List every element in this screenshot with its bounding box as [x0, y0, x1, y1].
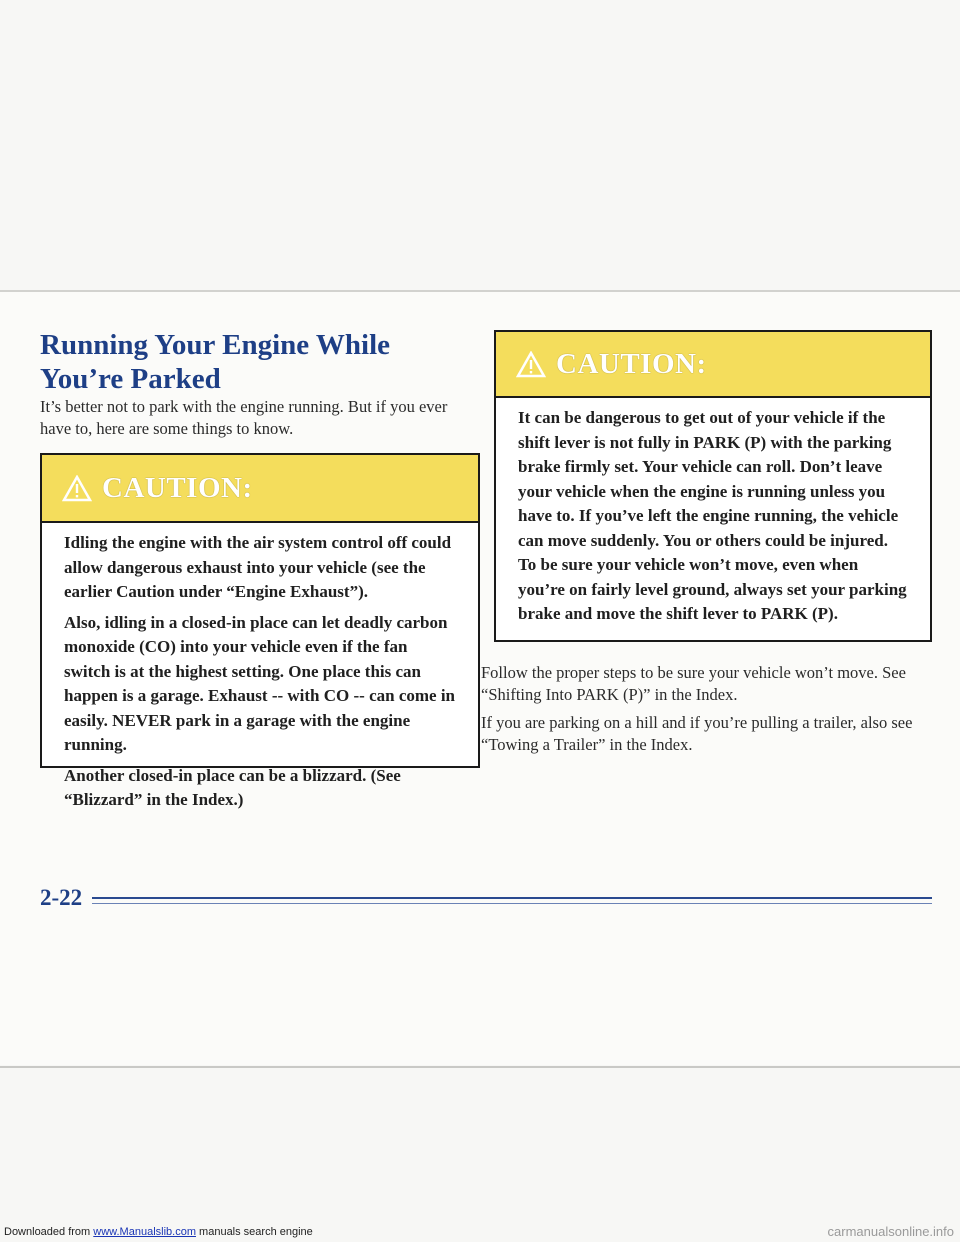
caution-box-park — [494, 330, 932, 642]
heading-line-1: Running Your Engine While — [40, 329, 391, 361]
page-number-rule-thin — [92, 903, 932, 904]
section-heading — [40, 328, 460, 396]
manualslib-link[interactable]: www.Manualslib.com — [93, 1226, 196, 1238]
warning-triangle-icon — [516, 351, 546, 378]
body-paragraph-towing: If you are parking on a hill and if you’re pulling a trailer, also see “Towing a Trailer” in the Index. — [481, 713, 913, 754]
caution-body — [496, 398, 930, 643]
download-footer — [4, 1226, 313, 1238]
top-divider — [0, 290, 960, 292]
caution-paragraph: Idling the engine with the air system control off could allow dangerous exhaust into your vehicle (see the earlier Caution under “Engine Exhaust”). — [64, 533, 452, 601]
footer-prefix: Downloaded from — [4, 1226, 91, 1238]
page-number-rule — [92, 897, 932, 899]
warning-triangle-icon — [62, 475, 92, 502]
page-number: 2-22 — [40, 885, 83, 910]
caution-paragraph: Another closed-in place can be a blizzard. (See “Blizzard” in the Index.) — [64, 765, 401, 809]
site-watermark: carmanualsonline.info — [827, 1224, 954, 1239]
caution-header — [496, 332, 930, 398]
footer-suffix: manuals search engine — [199, 1226, 313, 1238]
body-paragraph-shifting: Follow the proper steps to be sure your vehicle won’t move. See “Shifting Into PARK (P)” in the Index. — [481, 663, 906, 704]
intro-paragraph: It’s better not to park with the engine running. But if you ever have to, here are some things to know. — [40, 397, 448, 438]
bottom-divider — [0, 1066, 960, 1068]
caution-header — [42, 455, 478, 523]
caution-label: CAUTION: — [556, 347, 707, 380]
caution-label: CAUTION: — [102, 471, 253, 504]
caution-paragraph: It can be dangerous to get out of your vehicle if the shift lever is not fully in PARK (P) with the parking brake firmly set. Your vehicle can roll. Don’t leave your vehicle when the engine is running unless you have to. If you’ve left the engine running, the vehicle can move suddenly. You or others could be injured. To be sure your vehicle won’t move, even when you’re on fairly level ground, always set your parking brake and move the shift lever to PARK (P). — [518, 408, 907, 623]
caution-body — [42, 523, 478, 829]
caution-box-idling — [40, 453, 480, 809]
heading-line-2: You’re Parked — [40, 363, 221, 395]
caution-paragraph: Also, idling in a closed-in place can let deadly carbon monoxide (CO) into your vehicle even if the fan switch is at the highest setting. One place this can happen is a garage. Exhaust -- with CO -- can come in easily. NEVER park in a garage with the engine running. — [64, 612, 456, 754]
